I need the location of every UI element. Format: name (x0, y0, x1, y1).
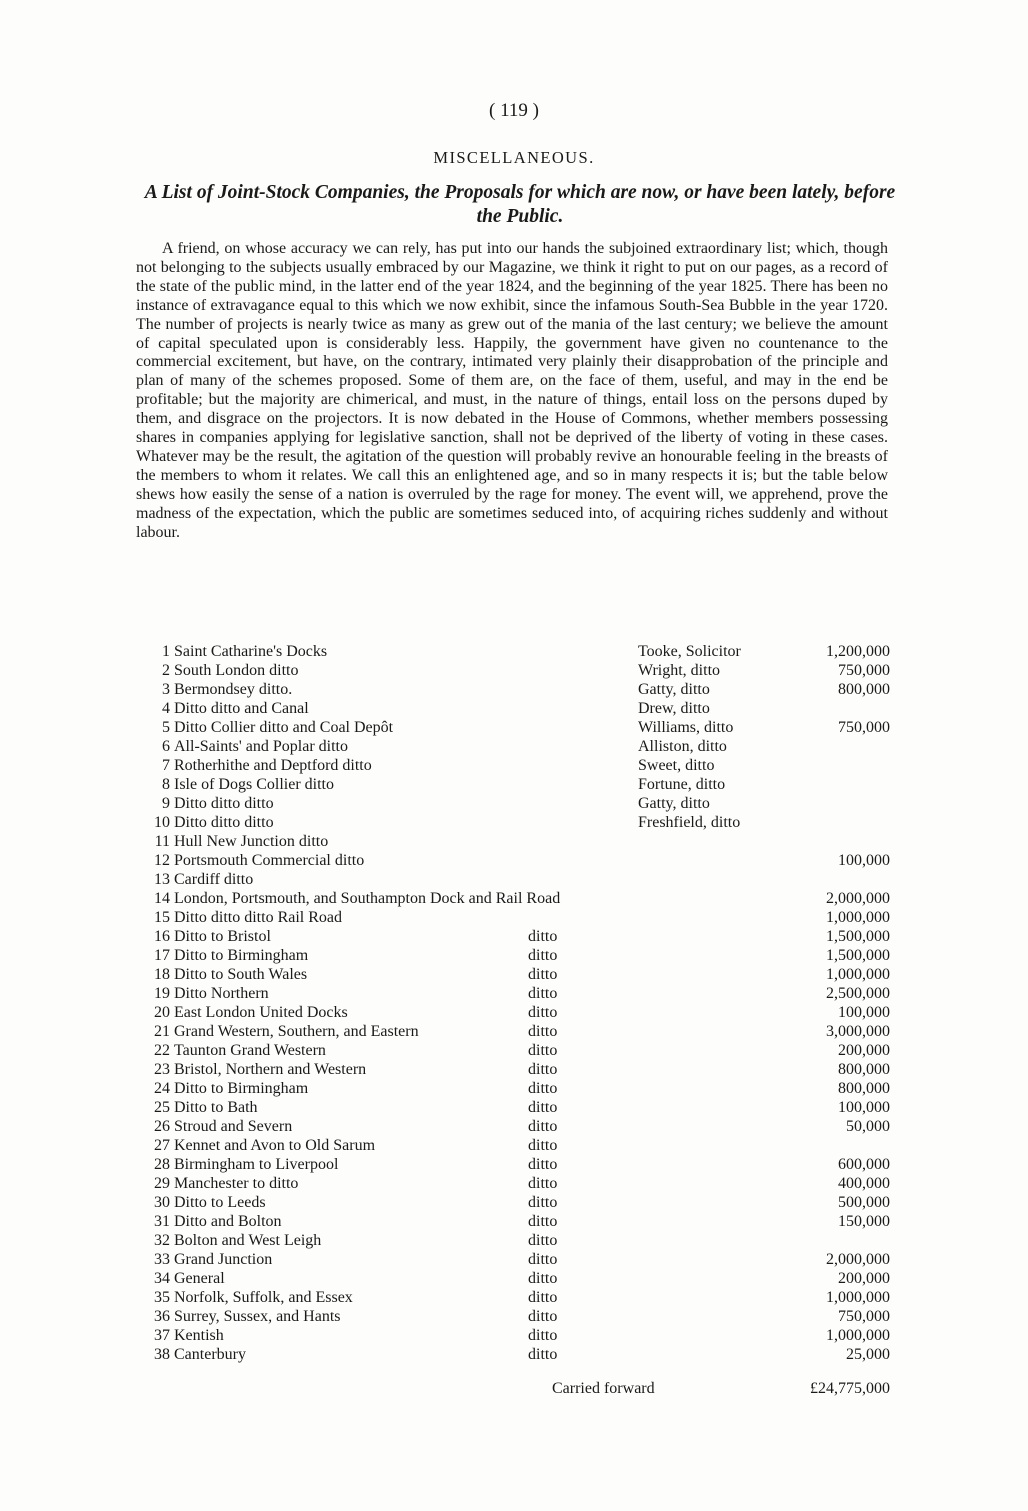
company-ditto: ditto (528, 1194, 558, 1211)
company-name: Ditto Collier ditto and Coal Depôt (174, 719, 394, 736)
company-solicitor: Williams, ditto (638, 719, 734, 736)
company-number: 35 (154, 1289, 170, 1306)
company-number: 24 (154, 1080, 170, 1097)
carried-forward-label: Carried forward (552, 1380, 655, 1397)
company-name: General (174, 1270, 225, 1287)
company-row (136, 813, 890, 832)
company-row (136, 1060, 890, 1079)
company-name: All-Saints' and Poplar ditto (174, 738, 348, 755)
company-ditto: ditto (528, 1289, 558, 1306)
company-number: 20 (154, 1004, 170, 1021)
company-ditto: ditto (528, 985, 558, 1002)
company-number: 33 (154, 1251, 170, 1268)
company-capital: 2,000,000 (826, 1251, 890, 1268)
company-row (136, 984, 890, 1003)
company-ditto: ditto (528, 1099, 558, 1116)
company-ditto: ditto (528, 1023, 558, 1040)
company-name: Ditto and Bolton (174, 1213, 282, 1230)
company-solicitor: Sweet, ditto (638, 757, 715, 774)
company-capital: 2,500,000 (826, 985, 890, 1002)
company-row (136, 1231, 890, 1250)
section-heading: MISCELLANEOUS. (433, 148, 595, 167)
carried-forward-total: £24,775,000 (810, 1380, 890, 1397)
company-number: 5 (162, 719, 170, 736)
company-name: Kennet and Avon to Old Sarum (174, 1137, 376, 1154)
intro-paragraph: A friend, on whose accuracy we can rely, has put into our hands the subjoined extraordinary list; which, though not belonging to the subjects usually embraced by our Magazine, we think it right to put on our pages, as a record of the state of the public mind, in the latter end of the year 1824, and the beginning of the year 1825. There has been no instance of extravagance equal to this which we now exhibit, since the infamous South-Sea Bubble in the year 1720. The number of projects is nearly twice as many as grew out of the mania of the last century; we believe the amount of capital speculated upon is considerably less. Happily, the government have given no countenance to the commercial excitement, but have, on the contrary, intimated very plainly their disapprobation of the principle and plan of many of the schemes proposed. Some of them are, on the face of them, useful, and may in the end be profitable; but the majority are chimerical, and must, in the nature of things, entail loss on the persons duped by them, and disgrace on the projectors. It is now debated in the House of Commons, whether members possessing shares in companies applying for legislative sanction, shall not be deprived of the liberty of voting in these cases. Whatever may be the result, the agitation of the question will probably revive an honourable feeling in the breasts of the members to whom it relates. We call this an enlightened age, and so in many respects it is; but the table below shews how easily the sense of a nation is overruled by the rage for money. The event will, we apprehend, prove the madness of the expectation, which the public are sometimes seduced into, of acquiring riches suddenly and without labour. (136, 240, 888, 541)
company-number: 27 (154, 1137, 170, 1154)
company-capital: 1,500,000 (826, 928, 890, 945)
company-row (136, 1345, 890, 1364)
company-number: 13 (154, 871, 170, 888)
company-row (136, 1022, 890, 1041)
company-name: Ditto to Birmingham (174, 1080, 309, 1097)
company-number: 10 (154, 814, 170, 831)
company-ditto: ditto (528, 1346, 558, 1363)
company-name: Norfolk, Suffolk, and Essex (174, 1289, 353, 1306)
company-capital: 3,000,000 (826, 1023, 890, 1040)
company-name: Cardiff ditto (174, 871, 254, 888)
company-capital: 750,000 (838, 662, 890, 679)
company-number: 18 (154, 966, 170, 983)
company-ditto: ditto (528, 1004, 558, 1021)
company-number: 8 (162, 776, 170, 793)
company-ditto: ditto (528, 966, 558, 983)
company-number: 32 (154, 1232, 170, 1249)
company-row (136, 699, 890, 718)
company-ditto: ditto (528, 1213, 558, 1230)
company-number: 29 (154, 1175, 170, 1192)
company-number: 4 (162, 700, 170, 717)
company-name: Canterbury (174, 1346, 246, 1363)
company-ditto: ditto (528, 1156, 558, 1173)
company-capital: 500,000 (838, 1194, 890, 1211)
company-number: 28 (154, 1156, 170, 1173)
company-number: 22 (154, 1042, 170, 1059)
company-row (136, 680, 890, 699)
company-number: 7 (162, 757, 170, 774)
company-name: Taunton Grand Western (174, 1042, 326, 1059)
company-ditto: ditto (528, 1308, 558, 1325)
article-title: A List of Joint-Stock Companies, the Proposals for which are now, or have been lately, before the Public. (144, 182, 896, 227)
company-name: Birmingham to Liverpool (174, 1156, 339, 1173)
company-number: 25 (154, 1099, 170, 1116)
company-capital: 200,000 (838, 1270, 890, 1287)
company-row (136, 1098, 890, 1117)
company-row (136, 1212, 890, 1231)
company-row (136, 775, 890, 794)
company-name: Ditto to Birmingham (174, 947, 309, 964)
company-capital: 200,000 (838, 1042, 890, 1059)
company-number: 6 (162, 738, 170, 755)
company-name: Grand Junction (174, 1251, 273, 1268)
company-number: 14 (154, 890, 170, 907)
company-capital: 750,000 (838, 719, 890, 736)
company-name: Grand Western, Southern, and Eastern (174, 1023, 419, 1040)
company-capital: 2,000,000 (826, 890, 890, 907)
company-row (136, 851, 890, 870)
company-name: Ditto ditto and Canal (174, 700, 309, 717)
company-capital: 150,000 (838, 1213, 890, 1230)
company-name: London, Portsmouth, and Southampton Dock and Rail Road (174, 890, 561, 907)
company-row (136, 718, 890, 737)
company-solicitor: Gatty, ditto (638, 795, 710, 812)
company-ditto: ditto (528, 1232, 558, 1249)
company-capital: 600,000 (838, 1156, 890, 1173)
company-name: Ditto to Bristol (174, 928, 271, 945)
company-name: Ditto ditto ditto Rail Road (174, 909, 342, 926)
company-row (136, 1155, 890, 1174)
company-number: 23 (154, 1061, 170, 1078)
company-solicitor: Gatty, ditto (638, 681, 710, 698)
company-row (136, 1003, 890, 1022)
company-row (136, 1250, 890, 1269)
company-ditto: ditto (528, 1118, 558, 1135)
company-row (136, 908, 890, 927)
company-row (136, 1117, 890, 1136)
company-name: Rotherhithe and Deptford ditto (174, 757, 372, 774)
company-row (136, 870, 890, 889)
company-row (136, 946, 890, 965)
carried-forward-row (136, 1380, 890, 1402)
company-capital: 1,000,000 (826, 1289, 890, 1306)
company-name: Hull New Junction ditto (174, 833, 329, 850)
company-row (136, 1041, 890, 1060)
company-row (136, 794, 890, 813)
company-row (136, 1288, 890, 1307)
company-row (136, 1136, 890, 1155)
company-name: Ditto Northern (174, 985, 269, 1002)
company-number: 37 (154, 1327, 170, 1344)
company-name: Ditto to Leeds (174, 1194, 266, 1211)
company-name: Bermondsey ditto. (174, 681, 293, 698)
company-number: 15 (154, 909, 170, 926)
company-row (136, 832, 890, 851)
page-number: ( 119 ) (489, 100, 539, 121)
company-row (136, 1174, 890, 1193)
company-solicitor: Fortune, ditto (638, 776, 726, 793)
company-number: 3 (162, 681, 170, 698)
company-row (136, 737, 890, 756)
company-ditto: ditto (528, 1137, 558, 1154)
company-capital: 25,000 (846, 1346, 890, 1363)
company-row (136, 661, 890, 680)
company-name: Portsmouth Commercial ditto (174, 852, 365, 869)
company-name: Saint Catharine's Docks (174, 643, 328, 660)
company-row (136, 927, 890, 946)
company-ditto: ditto (528, 1251, 558, 1268)
company-ditto: ditto (528, 1175, 558, 1192)
company-capital: 100,000 (838, 1004, 890, 1021)
company-number: 34 (154, 1270, 170, 1287)
company-number: 1 (162, 643, 170, 660)
company-row (136, 1269, 890, 1288)
company-solicitor: Alliston, ditto (638, 738, 727, 755)
company-name: Ditto to Bath (174, 1099, 258, 1116)
company-capital: 1,500,000 (826, 947, 890, 964)
company-capital: 1,000,000 (826, 909, 890, 926)
company-number: 19 (154, 985, 170, 1002)
company-solicitor: Drew, ditto (638, 700, 710, 717)
company-capital: 800,000 (838, 1080, 890, 1097)
company-number: 2 (162, 662, 170, 679)
company-number: 36 (154, 1308, 170, 1325)
company-number: 17 (154, 947, 170, 964)
company-number: 16 (154, 928, 170, 945)
company-ditto: ditto (528, 947, 558, 964)
company-solicitor: Tooke, Solicitor (638, 643, 741, 660)
company-list (136, 642, 890, 1364)
company-ditto: ditto (528, 1061, 558, 1078)
company-solicitor: Wright, ditto (638, 662, 721, 679)
company-capital: 1,000,000 (826, 1327, 890, 1344)
company-number: 38 (154, 1346, 170, 1363)
company-row (136, 1326, 890, 1345)
company-solicitor: Freshfield, ditto (638, 814, 741, 831)
company-name: Ditto ditto ditto (174, 814, 274, 831)
company-name: South London ditto (174, 662, 299, 679)
company-row (136, 1193, 890, 1212)
company-ditto: ditto (528, 928, 558, 945)
company-row (136, 1307, 890, 1326)
company-capital: 50,000 (846, 1118, 890, 1135)
company-capital: 400,000 (838, 1175, 890, 1192)
company-capital: 100,000 (838, 1099, 890, 1116)
company-capital: 1,000,000 (826, 966, 890, 983)
company-ditto: ditto (528, 1042, 558, 1059)
company-ditto: ditto (528, 1270, 558, 1287)
company-capital: 800,000 (838, 1061, 890, 1078)
company-row (136, 889, 890, 908)
company-number: 30 (154, 1194, 170, 1211)
company-name: Bolton and West Leigh (174, 1232, 322, 1249)
company-name: Ditto to South Wales (174, 966, 308, 983)
company-number: 21 (154, 1023, 170, 1040)
company-ditto: ditto (528, 1080, 558, 1097)
company-number: 26 (154, 1118, 170, 1135)
company-capital: 750,000 (838, 1308, 890, 1325)
company-name: Bristol, Northern and Western (174, 1061, 367, 1078)
company-number: 12 (154, 852, 170, 869)
company-row (136, 756, 890, 775)
company-capital: 100,000 (838, 852, 890, 869)
company-ditto: ditto (528, 1327, 558, 1344)
company-name: Kentish (174, 1327, 224, 1344)
company-name: Manchester to ditto (174, 1175, 299, 1192)
company-name: Surrey, Sussex, and Hants (174, 1308, 341, 1325)
company-name: East London United Docks (174, 1004, 348, 1021)
company-row (136, 1079, 890, 1098)
company-name: Ditto ditto ditto (174, 795, 274, 812)
company-capital: 800,000 (838, 681, 890, 698)
company-row (136, 642, 890, 661)
company-capital: 1,200,000 (826, 643, 890, 660)
company-row (136, 965, 890, 984)
company-name: Isle of Dogs Collier ditto (174, 776, 334, 793)
company-number: 9 (162, 795, 170, 812)
company-number: 31 (154, 1213, 170, 1230)
company-name: Stroud and Severn (174, 1118, 293, 1135)
company-number: 11 (154, 833, 170, 850)
